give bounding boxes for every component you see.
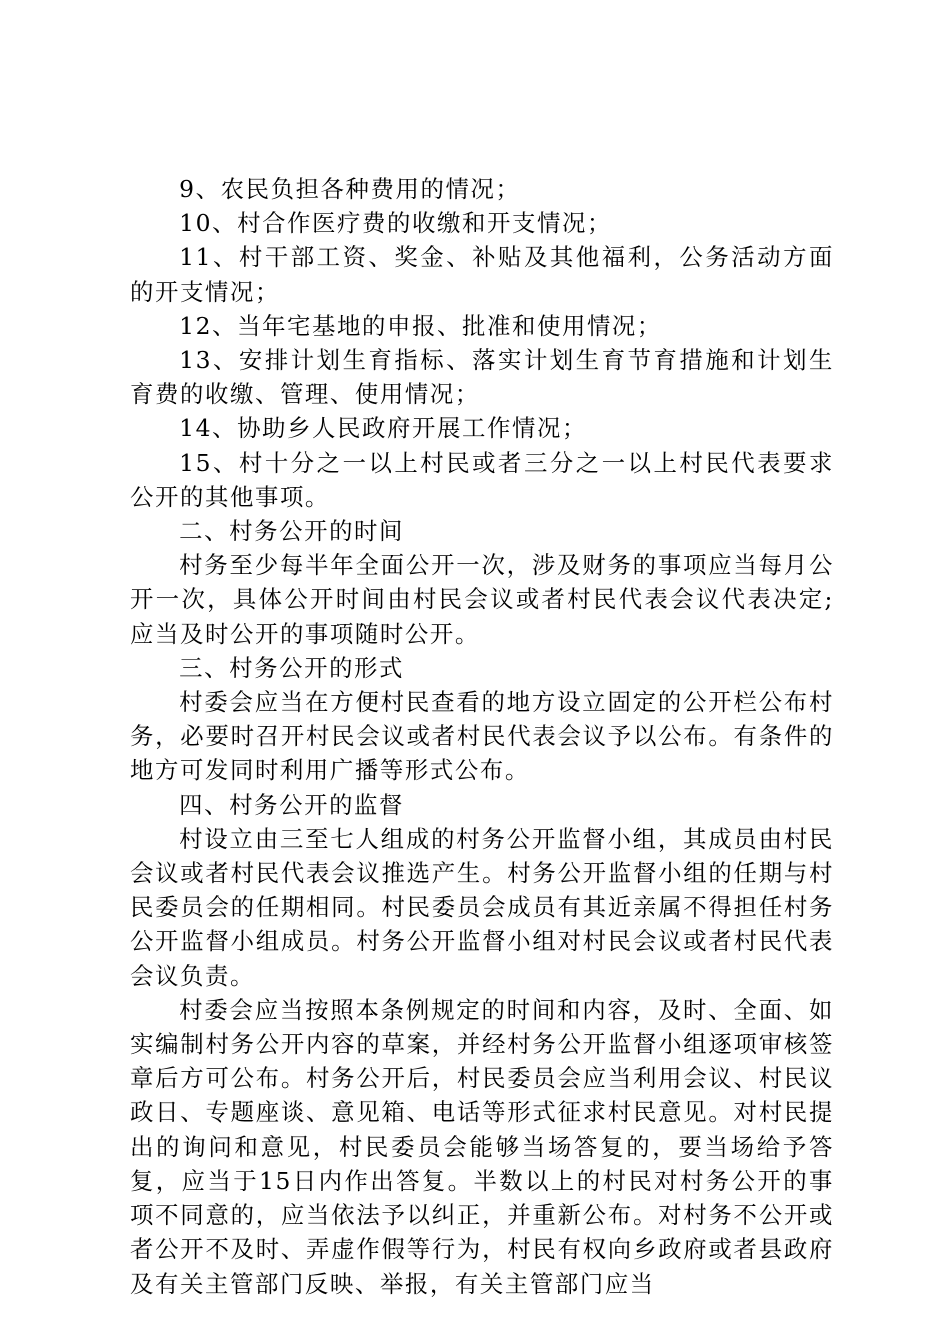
paragraph-supervision-procedure: 村委会应当按照本条例规定的时间和内容，及时、全面、如实编制村务公开内容的草案，并经村务公开监督小组逐项审核签章后方可公布。村务公开后，村民委员会应当利用会议、村民议政日、专题座谈、意见箱、电话等形式征求村民意见。对村民提出的询问和意见，村民委员会能够当场答复的，要当场给予答复，应当于15日内作出答复。半数以上的村民对村务公开的事项不同意的，应当依法予以纠正，并重新公布。对村务不公开或者公开不及时、弄虚作假等行为，村民有权向乡政府或者县政府及有关主管部门反映、举报，有关主管部门应当 [130, 995, 834, 1298]
list-item-9: 9、农民负担各种费用的情况； [179, 175, 521, 203]
paragraph-form: 村委会应当在方便村民查看的地方设立固定的公开栏公布村务，必要时召开村民会议或者村民代表会议予以公布。有条件的地方可发同时利用广播等形式公布。 [130, 688, 834, 785]
document-body [130, 172, 834, 1301]
paragraph-time: 村务至少每半年全面公开一次，涉及财务的事项应当每月公开一次，具体公开时间由村民会议或者村民代表会议代表决定;应当及时公开的事项随时公开。 [130, 551, 834, 648]
section-heading-supervision: 四、村务公开的监督 [179, 790, 405, 819]
list-item-15: 15、村十分之一以上村民或者三分之一以上村民代表要求公开的其他事项。 [130, 448, 834, 511]
list-item-14: 14、协助乡人民政府开展工作情况； [179, 414, 587, 443]
section-heading-time: 二、村务公开的时间 [179, 517, 405, 546]
list-item-11: 11、村干部工资、奖金、补贴及其他福利，公务活动方面的开支情况； [130, 243, 834, 306]
section-heading-form: 三、村务公开的形式 [179, 653, 405, 682]
paragraph-supervision-group: 村设立由三至七人组成的村务公开监督小组，其成员由村民会议或者村民代表会议推选产生。村务公开监督小组的任期与村民委员会的任期相同。村民委员会成员有其近亲属不得担任村务公开监督小组成员。村务公开监督小组对村民会议或者村民代表会议负责。 [130, 824, 834, 990]
list-item-12: 12、当年宅基地的申报、批准和使用情况； [179, 311, 662, 340]
list-item-10: 10、村合作医疗费的收缴和开支情况； [179, 209, 612, 238]
list-item-13: 13、安排计划生育指标、落实计划生育节育措施和计划生育费的收缴、管理、使用情况； [130, 346, 834, 409]
